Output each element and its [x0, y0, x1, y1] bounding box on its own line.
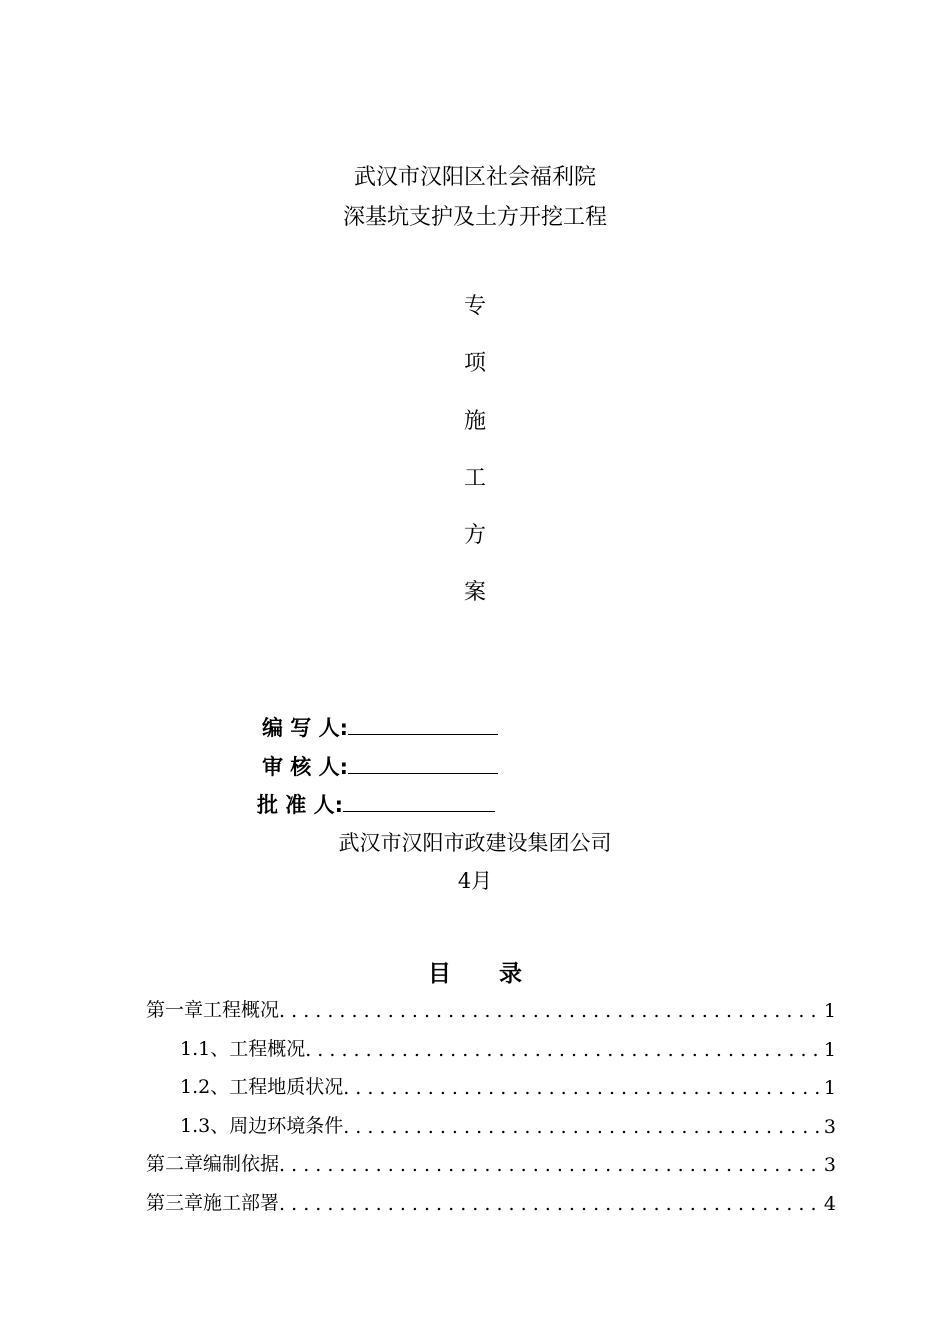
doc-type-char: 案 — [463, 580, 486, 605]
toc-entry-text: 1.1、工程概况 — [180, 1038, 306, 1060]
toc-page-number: 4 — [823, 1193, 836, 1215]
reviewer-label: 审 核 人: — [262, 755, 349, 779]
doc-type-char: 工 — [463, 466, 486, 491]
toc-entry[interactable] — [146, 992, 836, 1022]
doc-type-char: 施 — [463, 409, 486, 434]
toc-entry-text: 工程概况 — [203, 999, 280, 1021]
toc-entry[interactable] — [146, 1069, 836, 1099]
writer-label: 编 写 人: — [262, 716, 349, 740]
toc-entry-text: 施工部署 — [203, 1192, 280, 1214]
toc-leader — [279, 1154, 822, 1176]
company-name: 武汉市汉阳市政建设集团公司 — [338, 831, 612, 855]
toc-entry-text: 1.2、工程地质状况 — [180, 1076, 344, 1098]
writer-signature-row — [262, 712, 498, 742]
toc-entry[interactable] — [146, 1146, 836, 1176]
toc-leader — [279, 1000, 822, 1022]
toc-page-number: 3 — [823, 1154, 836, 1176]
approver-signature-row — [257, 789, 495, 819]
reviewer-signature-row — [262, 751, 498, 781]
toc-chapter-label: 第一章 — [146, 999, 204, 1021]
toc-page-number: 3 — [823, 1116, 836, 1138]
toc-entry-text: 编制依据 — [203, 1153, 280, 1175]
toc-entry[interactable] — [146, 1108, 836, 1138]
toc-leader — [279, 1193, 822, 1215]
approver-label: 批 准 人: — [257, 793, 344, 817]
document-date: 4月 — [457, 869, 493, 893]
doc-type-char: 专 — [463, 294, 486, 319]
toc-entry-text: 1.3、周边环境条件 — [180, 1115, 344, 1137]
doc-type-char: 方 — [463, 523, 486, 548]
doc-type-char: 项 — [463, 351, 486, 376]
project-title-line-1: 武汉市汉阳区社会福利院 — [353, 165, 596, 190]
toc-entry[interactable] — [146, 1031, 836, 1061]
toc-leader — [343, 1116, 822, 1138]
toc-page-number: 1 — [823, 1077, 836, 1099]
toc-leader — [305, 1039, 822, 1061]
toc-page-number: 1 — [823, 1039, 836, 1061]
approver-signature-line[interactable] — [343, 795, 495, 812]
toc-chapter-label: 第三章 — [146, 1192, 204, 1214]
reviewer-signature-line[interactable] — [348, 757, 498, 774]
toc-page-number: 1 — [823, 1000, 836, 1022]
writer-signature-line[interactable] — [348, 718, 498, 735]
toc-entry[interactable] — [146, 1185, 836, 1215]
toc-chapter-label: 第二章 — [146, 1153, 204, 1175]
project-title-line-2: 深基坑支护及土方开挖工程 — [342, 205, 607, 230]
toc-title: 目 录 — [427, 961, 523, 987]
toc-leader — [343, 1077, 822, 1099]
